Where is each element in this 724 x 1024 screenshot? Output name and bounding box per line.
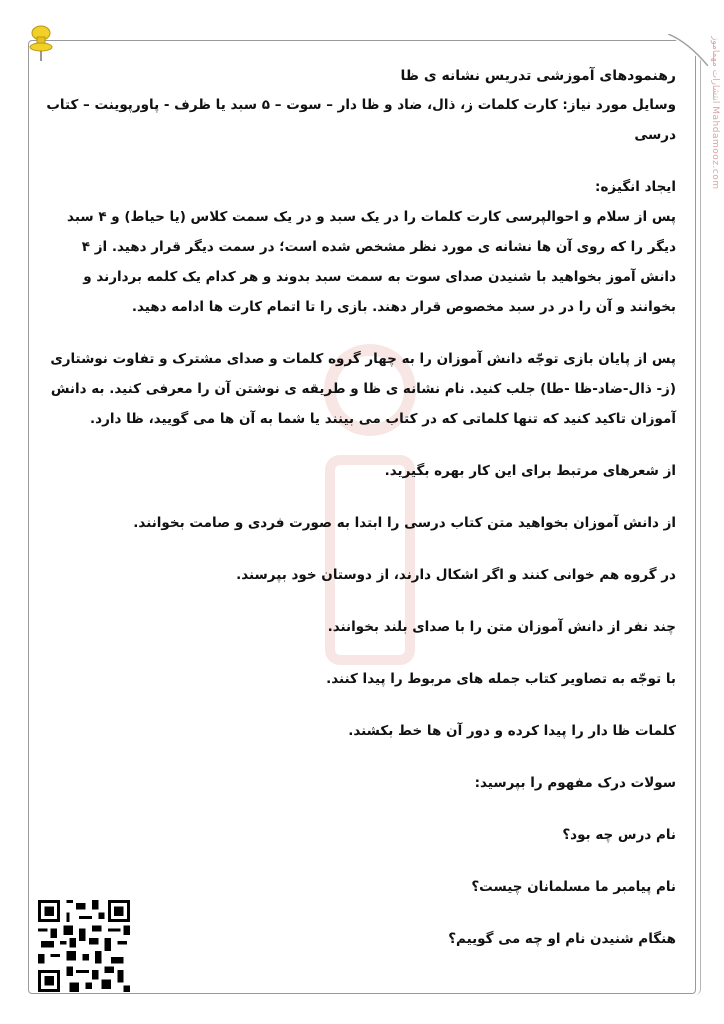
question-item: هنگام شنیدن نام او چه می گوییم؟: [448, 931, 676, 947]
instruction-item: چند نفر از دانش آموزان متن را با صدای بلند بخوانند.: [327, 619, 676, 635]
question-item: نام درس چه بود؟: [562, 827, 676, 843]
side-watermark: انتشارات مهماموز Mahdamooz.com: [710, 36, 720, 190]
question-item: نام پیامبر ما مسلمانان چیست؟: [471, 879, 676, 895]
instruction-item: از دانش آموزان بخواهید متن کتاب درسی را ابتدا به صورت فردی و صامت بخوانند.: [133, 515, 676, 531]
document-body: [46, 62, 676, 954]
pushpin-icon: [26, 24, 56, 62]
materials-text: وسایل مورد نیاز: کارت کلمات ز، ذال، ضاد و ظا دار – سوت – ۵ سبد یا ظرف - پاورپوینت – کتاب درسی: [46, 97, 676, 143]
instruction-item: در گروه هم خوانی کنند و اگر اشکال دارند، از دوستان خود بپرسند.: [236, 567, 676, 583]
questions-heading: سولات درک مفهوم را بپرسید:: [474, 775, 676, 791]
qr-code[interactable]: [38, 900, 130, 992]
motivation-paragraph: پس از سلام و احوالپرسی کارت کلمات را در یک سبد و در یک سمت کلاس (یا حیاط) و ۴ سبد دیگر را که روی آن ها نشانه ی مورد نظر مشخص شده است؛ در سمت دیگر قرار دهید. از ۴ دانش آموز بخواهید با شنیدن صدای سوت به سمت سبد بدوند و هر کدام یک کلمه بردارند و بخوانند و آن را در در سبد مخصوص قرار دهند. بازی را تا اتمام کارت ها ادامه دهید.: [67, 209, 676, 315]
instruction-item: با توجّه به تصاویر کتاب جمله های مربوط را پیدا کنند.: [326, 671, 676, 687]
instruction-item: کلمات ظا دار را پیدا کرده و دور آن ها خط بکشند.: [348, 723, 676, 739]
instruction-item: از شعرهای مرتبط برای این کار بهره بگیرید.: [384, 463, 676, 479]
page-title: رهنمودهای آموزشی تدریس نشانه ی ظا: [400, 68, 676, 84]
game-paragraph: پس از پایان بازی توجّه دانش آموزان را به چهار گروه کلمات و صدای مشترک و تفاوت نوشتاری (ز- ذال-ضاد-ظا -طا) جلب کنید. نام نشانه ی ظا و طریقه ی نوشتن آن را معرفی کنید. به دانش آموزان تاکید کنید که تنها کلماتی که در کتاب می بینند یا شما به آن ها می گویید، ظا دارد.: [50, 351, 676, 427]
motivation-heading: ایجاد انگیزه:: [595, 179, 676, 195]
